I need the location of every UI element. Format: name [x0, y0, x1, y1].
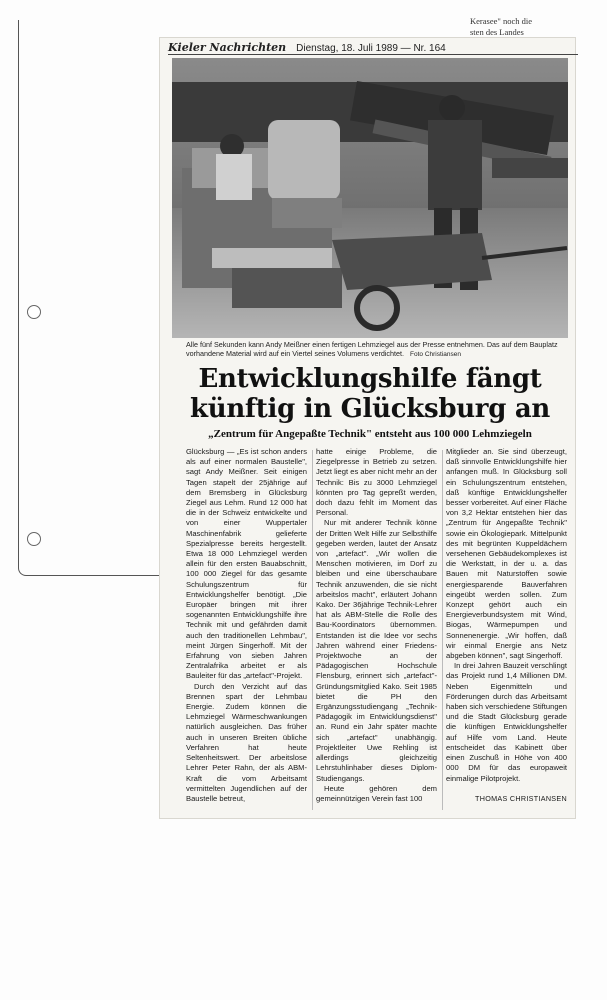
headline-line: künftig in Glücksburg an: [190, 394, 550, 424]
paragraph: Glücksburg — „Es ist schon anders als auf einer normalen Baustelle", sagt Andy Meißner. Seit einigen Tagen stapelt der 25jährige auf dem Bremsberg in Glücksburg Ziegel aus Lehm. Rund 12 000 hat die in der Schweiz entwickelte und von einer Wuppertaler Maschinenfabrik gelieferte Spezialpresse bereits hergestellt. Etwa 18 000 Lehmziegel werden allein für den ersten Bauabschnitt, 100 000 Ziegel für das gesamte Schulungszentrum für Entwicklungshelfer benötigt. „Die Europäer bringen mit ihrer sogenannten Entwicklungshilfe ihre Technik mit und gefährden damit auch den traditionellen Lehmbau", meint Jürgen Singerhoff. Mit der Erfahrung von sieben Jahren Zentralafrika arbeitet er als Bauleiter für das „artefact"-Projekt.: [186, 447, 307, 681]
caption-text: Alle fünf Sekunden kann Andy Meißner einen fertigen Lehmziegel aus der Presse entnehmen. Das auf dem Bauplatz vorhandene Material wird auf ein Viertel seines Volumens verdichtet.: [186, 340, 558, 359]
article-headline: [172, 364, 568, 424]
paragraph: hatte einige Probleme, die Ziegelpresse in Betrieb zu setzen. Jetzt liegt es aber nicht mehr an der Technik: Bis zu 3000 Lehmziegel könnten pro Tag gepreßt werden, doch dazu fehlt im Moment das Personal.: [316, 447, 437, 518]
article-column-3: [446, 447, 567, 784]
headline-line: Entwicklungshilfe fängt: [198, 364, 542, 394]
article-column-1: [186, 447, 307, 804]
article-photo: [172, 58, 568, 338]
photo-credit: Foto Christiansen: [410, 351, 461, 359]
newspaper-name: Kieler Nachrichten: [168, 41, 287, 54]
column-rule: [312, 450, 313, 810]
author-byline: THOMAS CHRISTIANSEN: [475, 794, 567, 803]
fragment-line: sten des Landes: [470, 27, 524, 37]
folder-edge: [18, 20, 179, 576]
adjacent-article-fragment: [470, 16, 600, 38]
paragraph: Heute gehören dem gemeinnützigen Verein fast 100: [316, 783, 437, 803]
paragraph: Durch den Verzicht auf das Brennen spart der Lehmbau Energie. Zudem können die Lehmziegel Wärmeschwankungen natürlich ausgleichen. Das früher auch in unseren Breiten übliche Verfahren hat heute Seltenheitswert. Der arbeitslose Lehrer Peter Rahn, der als ABM-Kraft die vom Arbeitsamt vermittelten Jugendlichen auf der Baustelle betreut,: [186, 681, 307, 803]
paragraph: Nur mit anderer Technik könne der Dritten Welt Hilfe zur Selbsthilfe gegeben werden, lautet der Ansatz von „artefact". „Wir wollen die Menschen motivieren, im Dorf zu bleiben und eine überschaubare Technik anzuwenden, die sie nicht arbeitslos macht", erläutert Johann Kako. Der 36jährige Technik-Lehrer hat als ABM-Stelle die Rolle des Bau-Koordinators übernommen. Entstanden ist die Idee vor sechs Jahren während einer Friedens-Projektwoche an der Pädagogischen Hochschule Flensburg, erinnert sich „artefact"-Gründungsmitglied Kako. Seit 1985 bietet die PH den Ergänzungsstudiengang „Technik-Pädagogik im Entwicklungsdienst" an. Rund ein Jahr später machte sich „artefact" unabhängig. Projektleiter Uwe Rehling ist allerdings gleichzeitig Lehrstuhlinhaber dieses Diplom-Studiengangs.: [316, 518, 437, 783]
article-subheadline: „Zentrum für Angepaßte Technik" entsteht aus 100 000 Lehmziegeln: [208, 428, 532, 440]
punch-hole: [27, 532, 41, 546]
punch-hole: [27, 305, 41, 319]
paragraph: In drei Jahren Bauzeit verschlingt das Projekt rund 1,4 Millionen DM. Neben Eigenmitteln und Förderungen durch das Arbeitsamt haben sich verschiedene Stiftungen und die Stadt Glücksburg gerade die künftigen Entwicklungshelfer auf Hilfe vom Land. Heute entscheidet das Kabinett über einen Zuschuß in Höhe von 400 000 DM für das europaweit einmalige Pilotprojekt.: [446, 661, 567, 783]
article-column-2: [316, 447, 437, 804]
photo-caption: [186, 340, 562, 359]
fragment-line: Kerasee" noch die: [470, 16, 532, 26]
column-rule: [442, 450, 443, 810]
masthead: [168, 36, 578, 55]
paragraph: Mitglieder an. Sie sind überzeugt, daß sinnvolle Entwicklungshilfe hier anfangen muß. In Glücksburg soll ein Schulungszentrum entstehen, daß künftige Entwicklungshelfer besser vorbereitet. Auf einer Fläche von 3,2 Hektar entstehen hier das „Zentrum für Angepaßte Technik" sowie ein Ökologiepark. Mittelpunkt des mit begrünten Kuppeldächern versehenen Gebäudekomplexes ist die Werkstatt, in der u. a. das Bauen mit Naturstoffen sowie energiesparende Bauverfahren eingeübt werden sollen. Zum Konzept gehört auch ein Energieverbundsystem mit Wind, Biogas, Wärmepumpen und Sonnenenergie. „Wir hoffen, daß wir einmal Energie ans Netz abgeben können", sagt Singerhoff.: [446, 447, 567, 661]
dateline: Dienstag, 18. Juli 1989 — Nr. 164: [296, 43, 446, 54]
